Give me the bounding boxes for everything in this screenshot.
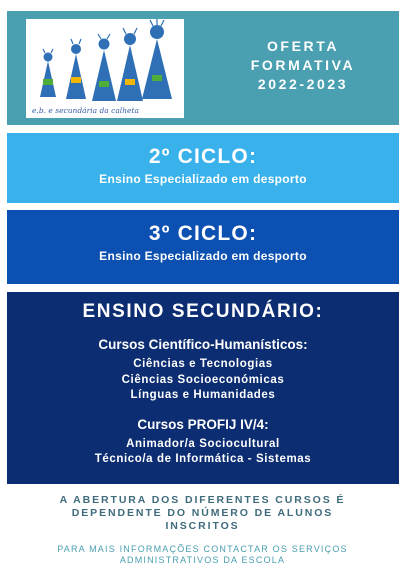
ciclo3-block [7,210,399,284]
notice-line: A ABERTURA DOS DIFERENTES CURSOS É [59,494,346,506]
notice-line: INSCRITOS [165,520,240,532]
school-logo-figures [26,19,184,105]
logo-school-name: e.b. e secundária da calheta [32,106,139,115]
ciclo3-title: 3º CICLO: [148,222,258,245]
offer-title-line: FORMATIVA [250,57,356,73]
ciclo3-subtitle: Ensino Especializado em desporto [99,249,307,263]
header-banner [7,11,399,125]
ciclo2-block [7,133,399,203]
ciclo2-title: 2º CICLO: [148,145,258,168]
offer-title-line: OFERTA [266,38,340,54]
offer-year: 2022-2023 [257,76,349,92]
group-title: Cursos PROFIJ IV/4: [137,416,269,432]
ciclo2-subtitle: Ensino Especializado em desporto [99,172,307,186]
course-item: Ciências Socioeconómicas [121,373,285,386]
enrollment-notice [0,494,405,533]
secundario-block [7,292,399,484]
notice-line: DEPENDENTE DO NÚMERO DE ALUNOS [71,507,334,519]
contact-line: PARA MAIS INFORMAÇÕES CONTACTAR OS SERVIÇOS [57,544,348,554]
group-title: Cursos Científico-Humanísticos: [98,337,308,352]
school-logo [26,19,184,118]
course-list [7,437,399,468]
course-item: Animador/a Sociocultural [126,437,280,450]
contact-info [0,544,405,566]
course-list [7,357,399,404]
course-item: Ciências e Tecnologias [133,358,273,370]
course-item: Técnico/a de Informática - Sistemas [94,453,312,465]
contact-line: ADMINISTRATIVOS DA ESCOLA [119,555,286,565]
offer-title [212,37,394,94]
secundario-title: ENSINO SECUNDÁRIO: [82,301,324,322]
course-item: Línguas e Humanidades [130,389,276,401]
